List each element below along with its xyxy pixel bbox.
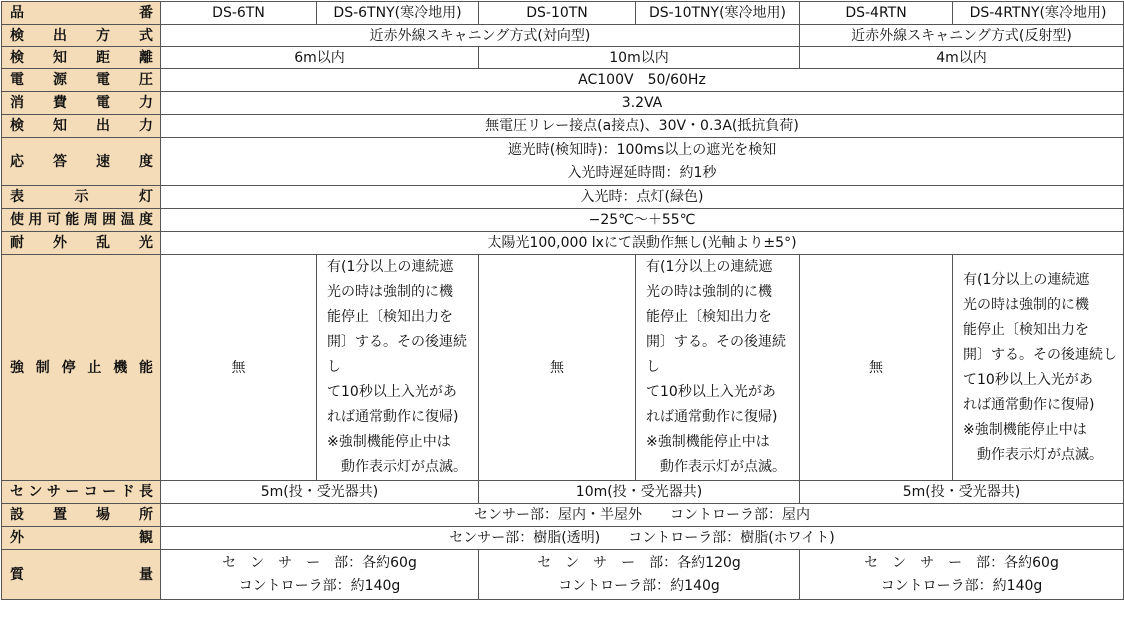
forced-stop-line: 光の時は強制的に機 bbox=[646, 284, 772, 300]
forced-stop-line: れば通常動作に復帰) bbox=[327, 409, 459, 425]
detection-distance-10m: 10m以内 bbox=[479, 47, 800, 69]
response-speed-value bbox=[161, 138, 1124, 186]
header-indicator: 表 示 灯 bbox=[2, 186, 161, 209]
installation-value: センサー部：屋内・半屋外 コントローラ部：屋内 bbox=[161, 504, 1124, 527]
mass-controller: コントローラ部：約140g bbox=[238, 577, 401, 594]
header-model: 品 番 bbox=[2, 2, 161, 25]
forced-stop-ds-10tny bbox=[636, 255, 800, 481]
header-cable-length: センサーコード長 bbox=[2, 481, 161, 504]
spec-table bbox=[1, 1, 1124, 600]
ambient-temp-value: −25℃〜＋55℃ bbox=[161, 209, 1124, 232]
indicator-value: 入光時：点灯(緑色) bbox=[161, 186, 1124, 209]
row-installation bbox=[2, 504, 1124, 527]
row-appearance bbox=[2, 527, 1124, 550]
forced-stop-line: 開〕する。その後連続し bbox=[327, 334, 467, 375]
row-response-speed bbox=[2, 138, 1124, 186]
forced-stop-line: て10秒以上入光があ bbox=[327, 384, 457, 400]
light-resistance-value: 太陽光100,000 lxにて誤動作無し(光軸より±5°) bbox=[161, 232, 1124, 255]
forced-stop-line: て10秒以上入光があ bbox=[646, 384, 776, 400]
row-power-consumption bbox=[2, 92, 1124, 115]
forced-stop-line: 有(1分以上の連続遮 bbox=[646, 259, 773, 275]
detection-distance-4m: 4m以内 bbox=[800, 47, 1124, 69]
detection-output-value: 無電圧リレー接点(a接点)、30V・0.3A(抵抗負荷) bbox=[161, 115, 1124, 138]
detection-method-reflective: 近赤外線スキャニング方式(反射型) bbox=[800, 25, 1124, 47]
row-detection-output bbox=[2, 115, 1124, 138]
detection-method-through-beam: 近赤外線スキャニング方式(対向型) bbox=[161, 25, 800, 47]
header-response-speed: 応 答 速 度 bbox=[2, 138, 161, 186]
forced-stop-line: 能停止〔検知出力を bbox=[327, 309, 453, 325]
forced-stop-line: 能停止〔検知出力を bbox=[963, 321, 1089, 338]
forced-stop-line: れば通常動作に復帰) bbox=[963, 396, 1095, 413]
mass-controller: コントローラ部：約140g bbox=[558, 577, 720, 594]
model-ds-6tny: DS-6TNY(寒冷地用) bbox=[317, 2, 479, 25]
forced-stop-ds-4rtny bbox=[953, 255, 1124, 481]
appearance-value: センサー部：樹脂(透明) コントローラ部：樹脂(ホワイト) bbox=[161, 527, 1124, 550]
header-ambient-temp: 使用可能周囲温度 bbox=[2, 209, 161, 232]
forced-stop-line: 光の時は強制的に機 bbox=[327, 284, 453, 300]
cable-length-6m-models: 5m(投・受光器共) bbox=[161, 481, 479, 504]
header-appearance: 外 観 bbox=[2, 527, 161, 550]
model-ds-4rtn: DS-4RTN bbox=[800, 2, 953, 25]
forced-stop-line: 有(1分以上の連続遮 bbox=[963, 271, 1090, 288]
response-speed-line-2: 入光時遅延時間：約1秒 bbox=[567, 164, 717, 181]
cable-length-10m-models: 10m(投・受光器共) bbox=[479, 481, 800, 504]
model-ds-6tn: DS-6TN bbox=[161, 2, 317, 25]
row-model bbox=[2, 2, 1124, 25]
header-detection-distance: 検 知 距 離 bbox=[2, 47, 161, 69]
header-light-resistance: 耐 外 乱 光 bbox=[2, 232, 161, 255]
mass-10m-models bbox=[479, 550, 800, 600]
header-installation: 設 置 場 所 bbox=[2, 504, 161, 527]
mass-controller: コントローラ部：約140g bbox=[880, 577, 1043, 594]
row-ambient-temp bbox=[2, 209, 1124, 232]
forced-stop-line: ※強制機能停止中は bbox=[646, 434, 770, 450]
header-power-voltage: 電 源 電 圧 bbox=[2, 69, 161, 92]
forced-stop-line: 能停止〔検知出力を bbox=[646, 309, 772, 325]
power-consumption-value: 3.2VA bbox=[161, 92, 1124, 115]
forced-stop-line: 動作表示灯が点滅。 bbox=[963, 446, 1103, 463]
row-cable-length bbox=[2, 481, 1124, 504]
forced-stop-line: 動作表示灯が点滅。 bbox=[646, 459, 786, 475]
cable-length-4m-models: 5m(投・受光器共) bbox=[800, 481, 1124, 504]
header-detection-output: 検 知 出 力 bbox=[2, 115, 161, 138]
power-voltage-value: AC100V 50/60Hz bbox=[161, 69, 1124, 92]
mass-sensor: セ ン サ ー 部：各約60g bbox=[864, 554, 1059, 571]
forced-stop-line: 動作表示灯が点滅。 bbox=[327, 459, 467, 475]
row-detection-distance bbox=[2, 47, 1124, 69]
mass-sensor: セ ン サ ー 部：各約120g bbox=[537, 554, 741, 571]
row-detection-method bbox=[2, 25, 1124, 47]
forced-stop-line: ※強制機能停止中は bbox=[963, 421, 1087, 438]
mass-sensor: セ ン サ ー 部：各約60g bbox=[222, 554, 417, 571]
forced-stop-line: て10秒以上入光があ bbox=[963, 371, 1093, 388]
row-light-resistance bbox=[2, 232, 1124, 255]
mass-4m-models bbox=[800, 550, 1124, 600]
forced-stop-ds-6tn: 無 bbox=[161, 255, 317, 481]
model-ds-4rtny: DS-4RTNY(寒冷地用) bbox=[953, 2, 1124, 25]
header-mass: 質 量 bbox=[2, 550, 161, 600]
mass-6m-models bbox=[161, 550, 479, 600]
row-mass bbox=[2, 550, 1124, 600]
row-indicator bbox=[2, 186, 1124, 209]
forced-stop-ds-6tny bbox=[317, 255, 479, 481]
header-power-consumption: 消 費 電 力 bbox=[2, 92, 161, 115]
header-detection-method: 検 出 方 式 bbox=[2, 25, 161, 47]
model-ds-10tny: DS-10TNY(寒冷地用) bbox=[636, 2, 800, 25]
forced-stop-line: 開〕する。その後連続し bbox=[646, 334, 786, 375]
forced-stop-line: 光の時は強制的に機 bbox=[963, 296, 1089, 313]
model-ds-10tn: DS-10TN bbox=[479, 2, 636, 25]
forced-stop-ds-10tn: 無 bbox=[479, 255, 636, 481]
forced-stop-ds-4rtn: 無 bbox=[800, 255, 953, 481]
detection-distance-6m: 6m以内 bbox=[161, 47, 479, 69]
forced-stop-line: ※強制機能停止中は bbox=[327, 434, 451, 450]
response-speed-line-1: 遮光時(検知時)：100ms以上の遮光を検知 bbox=[507, 141, 777, 158]
row-power-voltage bbox=[2, 69, 1124, 92]
forced-stop-line: 有(1分以上の連続遮 bbox=[327, 259, 454, 275]
row-forced-stop bbox=[2, 255, 1124, 481]
header-forced-stop: 強制停止機能 bbox=[2, 255, 161, 481]
forced-stop-line: 開〕する。その後連続し bbox=[963, 346, 1117, 363]
forced-stop-line: れば通常動作に復帰) bbox=[646, 409, 778, 425]
